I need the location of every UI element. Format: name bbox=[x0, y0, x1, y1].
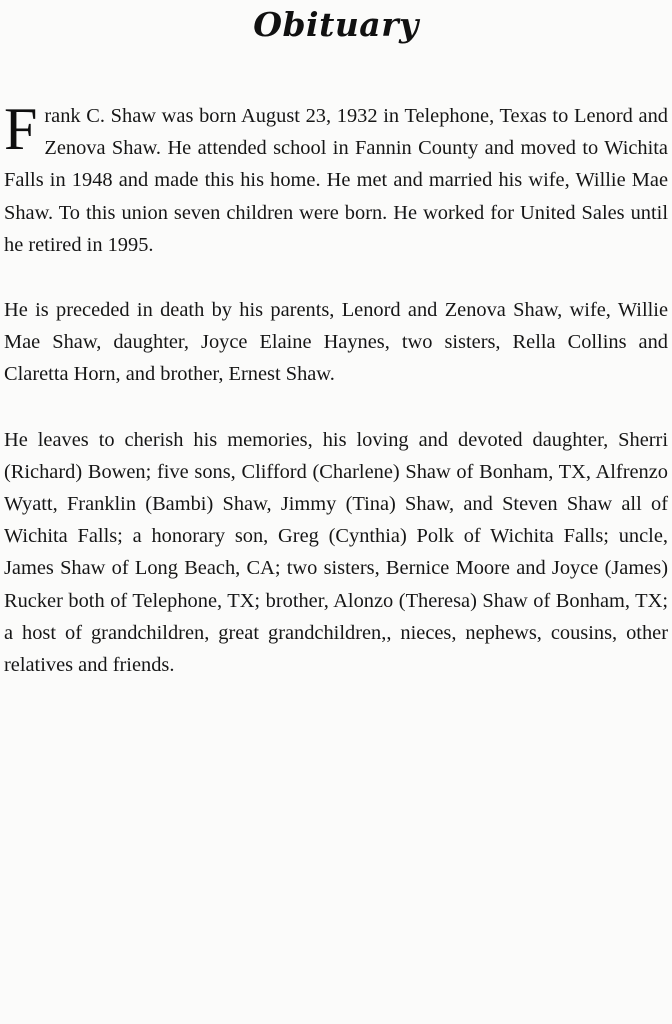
page-title: Obituary bbox=[253, 5, 419, 44]
biography-paragraph bbox=[4, 96, 668, 261]
drop-cap-letter: F bbox=[4, 96, 38, 162]
preceded-in-death-paragraph: He is preceded in death by his parents, Lenord and Zenova Shaw, wife, Willie Mae Shaw, daughter, Joyce Elaine Haynes, two sisters, Rella Collins and Claretta Horn, and brother, Ernest Shaw. bbox=[4, 299, 668, 386]
biography-text: rank C. Shaw was born August 23, 1932 in Telephone, Texas to Lenord and Zenova Shaw. He attended school in Fannin County and moved to Wichita Falls in 1948 and made this his home. He met and married his wife, Willie Mae Shaw. To this union seven children were born. He worked for United Sales until he retired in 1995. bbox=[4, 105, 668, 256]
survivors-paragraph: He leaves to cherish his memories, his loving and devoted daughter, Sherri (Richard) Bowen; five sons, Clifford (Charlene) Shaw of Bonham, TX, Alfrenzo Wyatt, Franklin (Bambi) Shaw, Jimmy (Tina) Shaw, and Steven Shaw all of Wichita Falls; a honorary son, Greg (Cynthia) Polk of Wichita Falls; uncle, James Shaw of Long Beach, CA; two sisters, Bernice Moore and Joyce (James) Rucker both of Telephone, TX; brother, Alonzo (Theresa) Shaw of Bonham, TX; a host of grandchildren, great grandchildren,, nieces, nephews, cousins, other relatives and friends. bbox=[4, 428, 668, 677]
